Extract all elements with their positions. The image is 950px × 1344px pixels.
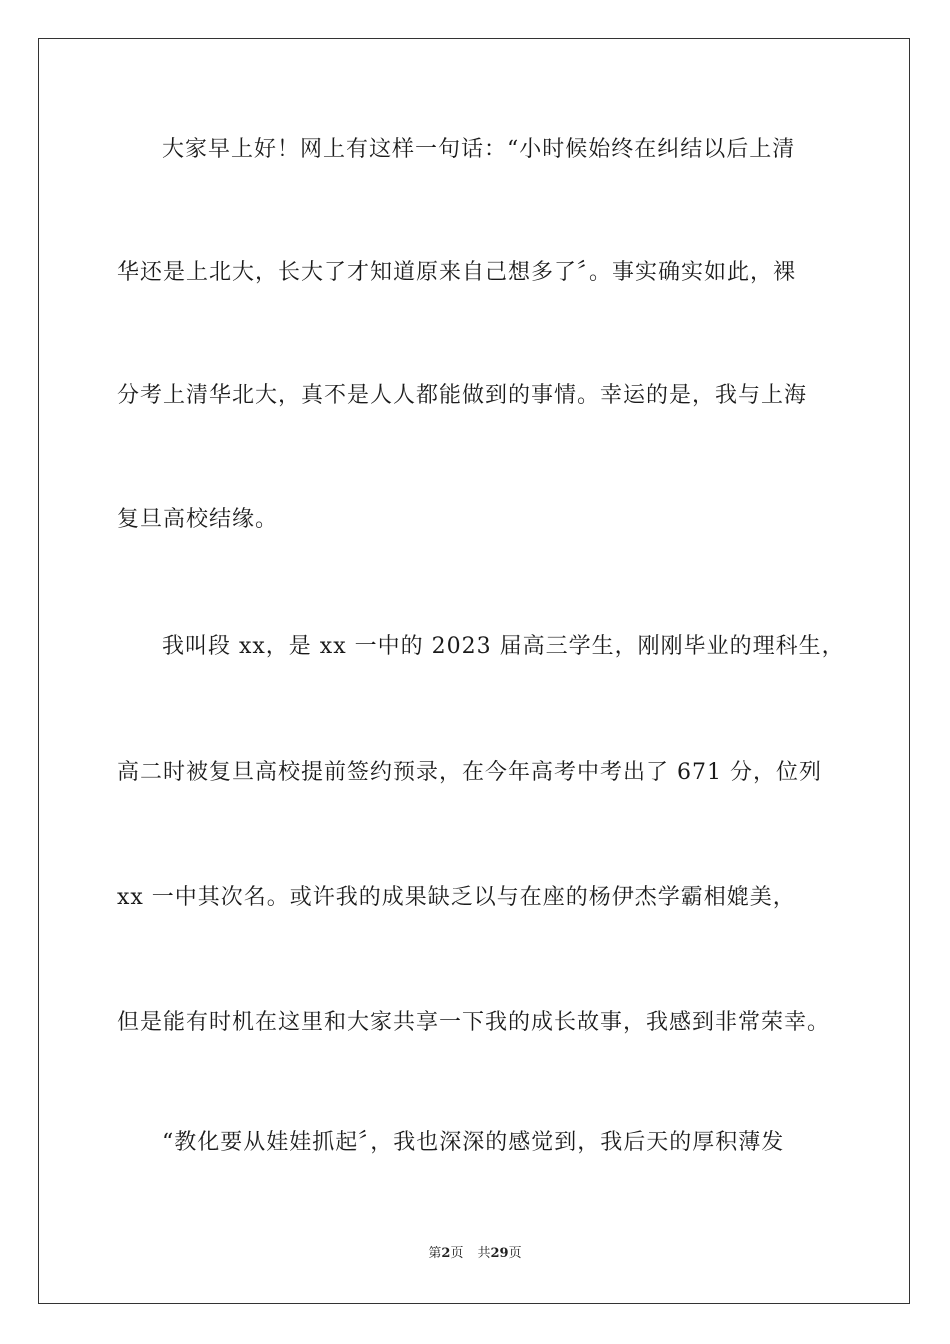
paragraph-line: 我叫段 xx，是 xx 一中的 2023 届高三学生，刚刚毕业的理科生， [162, 634, 845, 659]
paragraph-line: xx 一中其次名。或许我的成果缺乏以与在座的杨伊杰学霸相媲美， [117, 885, 796, 910]
paragraph-line: 复旦高校结缘。 [117, 507, 279, 532]
paragraph-line: “教化要从娃娃抓起〞，我也深深的感觉到，我后天的厚积薄发 [162, 1130, 785, 1155]
total-pages: 29 [490, 1246, 509, 1261]
paragraph-line: 大家早上好！网上有这样一句话：“小时候始终在纠结以后上清 [162, 137, 796, 162]
paragraph-line: 但是能有时机在这里和大家共享一下我的成长故事，我感到非常荣幸。 [117, 1010, 831, 1035]
page-border [38, 38, 910, 1304]
page-number: 2 [441, 1246, 451, 1261]
paragraph-line: 华还是上北大，长大了才知道原来自己想多了〞。事实确实如此，裸 [117, 260, 797, 285]
page-prefix: 第 [428, 1246, 442, 1261]
page-footer [0, 1244, 950, 1264]
page-suffix: 页 [450, 1246, 464, 1261]
total-prefix: 共 [477, 1246, 491, 1261]
total-suffix: 页 [508, 1246, 522, 1261]
paragraph-line: 分考上清华北大，真不是人人都能做到的事情。幸运的是，我与上海 [117, 383, 808, 408]
paragraph-line: 高二时被复旦高校提前签约预录，在今年高考中考出了 671 分，位列 [117, 760, 822, 785]
